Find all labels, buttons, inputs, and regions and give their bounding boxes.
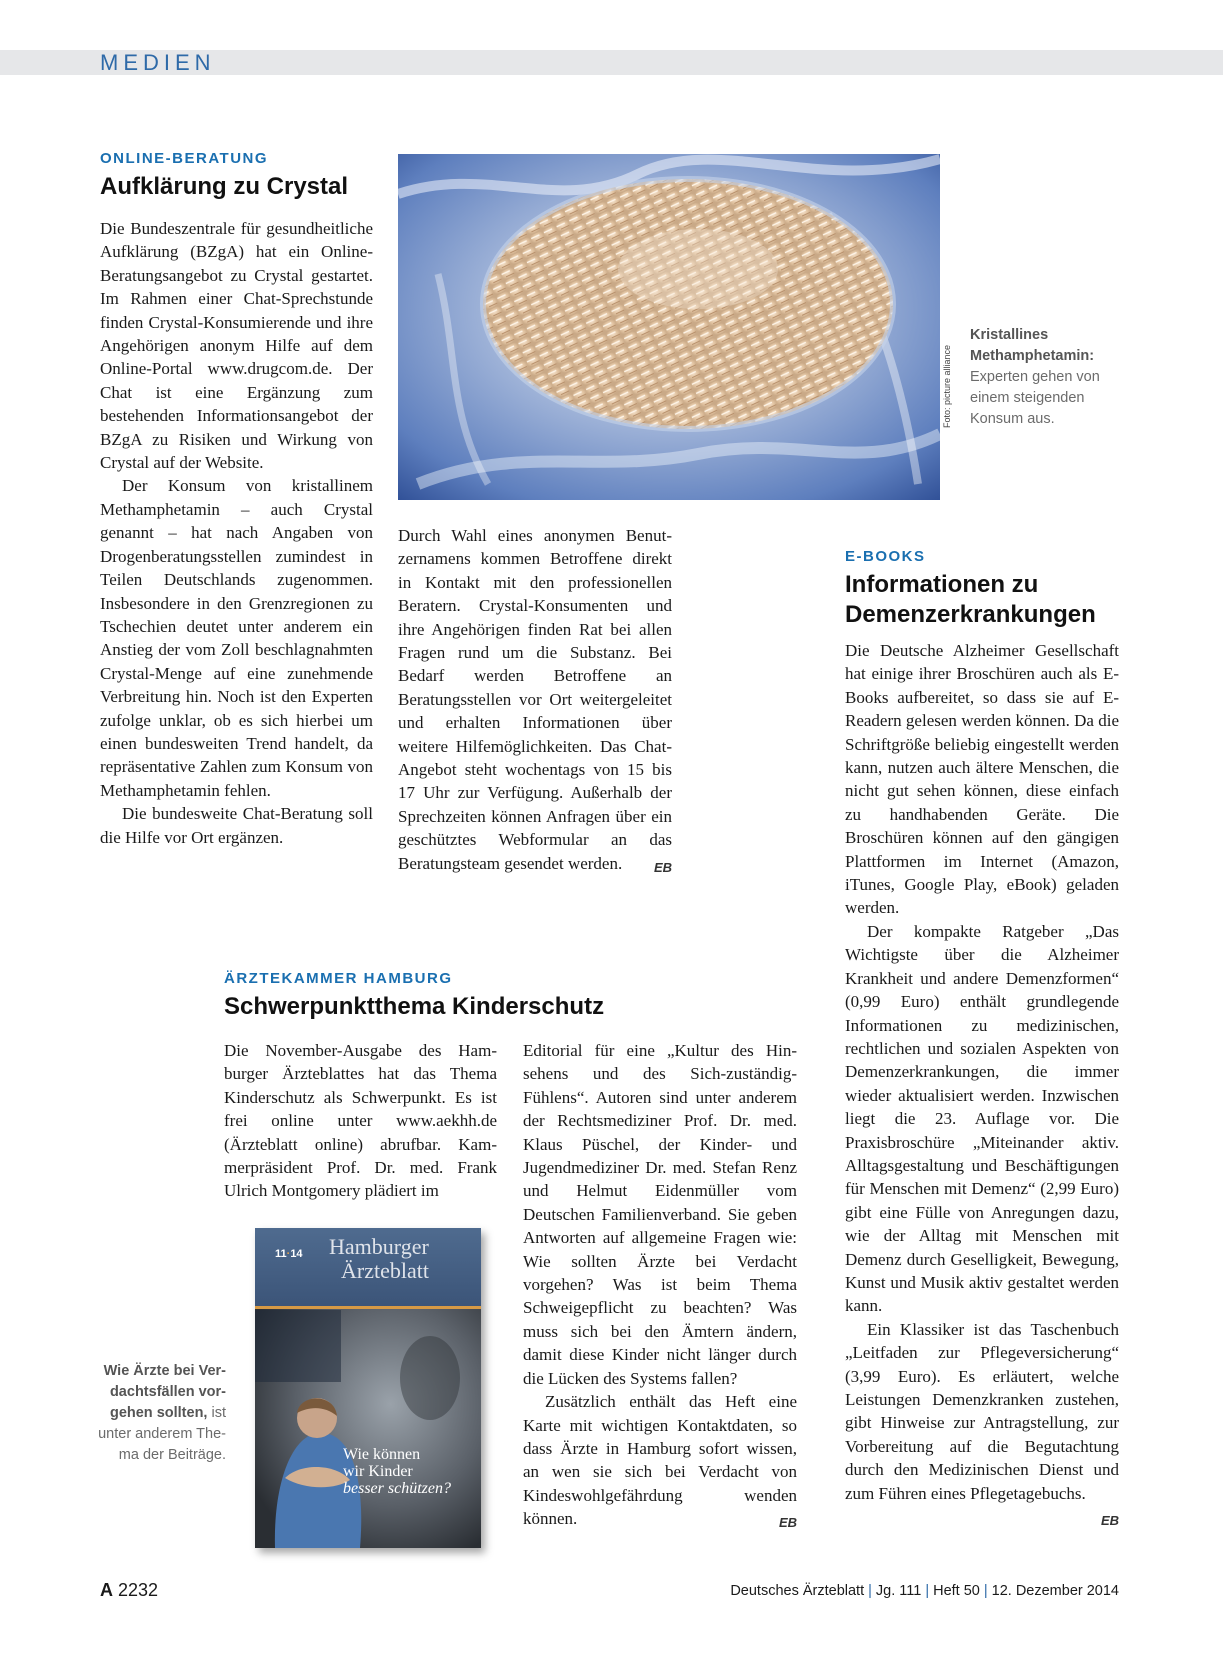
ebooks-paragraph-3: Ein Klassiker ist das Taschenbuch „Leitfaden zur Pflegeversicherung“ (3,99 Euro). Es erläutert, welche Leistungen Demenzkranken zustehen, gibt Hinweise zur Antragstellung, zur Vorbereitung auf die Begutachtung durch den Medizinischen Dienst und zum Führen eines Pflegetagebuchs. EB xyxy=(845,1318,1119,1505)
section-label: MEDIEN xyxy=(100,50,216,75)
magazine-caption-text: ist unter anderem Thema der Beiträge. xyxy=(98,1405,226,1463)
ebooks-kicker: E-BOOKS xyxy=(845,548,926,565)
crystal-headline: Aufklärung zu Crystal xyxy=(100,173,349,200)
caption-text: Experten gehen von einem steigenden Konsum aus. xyxy=(970,369,1100,427)
crystal-paragraph-2: Der Konsum von kristallinem Methamphetamin – auch Crystal genannt – hat nach Angaben von Drogenberatungsstellen zumindest in Teilen Deutschlands zugenommen. Insbesondere in den Grenzregionen zu Tschechien deutet unter anderem ein Anstieg der vom Zoll beschlagnahmten Crystal-Menge auf eine zunehmende Verbreitung hin. Noch ist den Experten zufolge unklar, ob es sich hierbei um einen bundesweiten Trend handelt, da repräsentative Zahlen zum Konsum von Methamphetamin fehlen. xyxy=(100,476,373,800)
publication-issue: Heft 50 xyxy=(933,1583,980,1599)
kinderschutz-column-2 xyxy=(523,1039,797,1535)
magazine-cover-headline: Wie können wir Kinder besser schützen? xyxy=(343,1446,451,1497)
ebooks-paragraph-1: Die Deutsche Alzheimer Gesellschaft hat einige ihrer Broschüren auch als E-Books aufbereitet, so dass sie auf E-Readern gelesen werden können. Da die Schriftgröße beliebig eingestellt werden kann, nutzen auch ältere Menschen, die nicht gut sehen können, diese einfach zu handhabenden Geräte. Die Broschüren können auf den gängigen Plattformen im Internet (Amazon, iTunes, Google Play, eBook) geladen werden. xyxy=(845,641,1119,918)
publication-name: Deutsches Ärzteblatt xyxy=(730,1583,865,1599)
publication-date: 12. Dezember 2014 xyxy=(991,1583,1119,1599)
magazine-caption xyxy=(90,1361,226,1466)
kinderschutz-signature: EB xyxy=(778,1515,797,1531)
crystal-column-2 xyxy=(398,524,672,879)
crystal-photo xyxy=(398,154,940,500)
page-number: A 2232 xyxy=(100,1580,159,1600)
publication-footer xyxy=(730,1583,1119,1599)
caption-bold: Kristallines Methamphetamin: xyxy=(970,327,1095,364)
magazine-cover xyxy=(255,1228,481,1548)
photo-credit: Foto: picture alliance xyxy=(942,344,952,428)
crystal-signature: EB xyxy=(653,859,672,875)
footer-separator: | xyxy=(983,1583,988,1599)
crystal-kicker: ONLINE-BERATUNG xyxy=(100,150,269,167)
magazine-title-line-2: Ärzteblatt xyxy=(341,1258,429,1283)
kinderschutz-column-1 xyxy=(224,1039,497,1203)
kinderschutz-headline: Schwerpunktthema Kinderschutz xyxy=(224,993,605,1020)
publication-volume: Jg. 111 xyxy=(875,1583,922,1599)
crystal-paragraph-1: Die Bundeszentrale für gesundheitliche Aufklärung (BZgA) hat ein Online-Beratungsangebot zu Crystal gestartet. Im Rahmen einer Chat-Sprechstunde finden Crystal-Konsumierende und ihre Angehörigen anonym Hilfe auf dem Online-Portal www.drugcom.de. Der Chat ist eine Ergänzung zum bestehenden Informationsangebot der BZgA zu Risiken und Wirkung von Crystal auf der Website. xyxy=(100,219,373,473)
ebooks-column xyxy=(845,639,1119,1532)
magazine-issue: 11·14 xyxy=(275,1248,303,1260)
footer-separator: | xyxy=(925,1583,930,1599)
magazine-caption-bold: Wie Ärzte bei Verdachtsfällen vorgehen sollten, xyxy=(103,1363,226,1421)
ebooks-signature: EB xyxy=(1100,1513,1119,1529)
kinderschutz-paragraph-3: Zusätzlich enthält das Heft eine Karte mit wichtigen Kontaktdaten, so dass Ärzte in Hamburg sofort wissen, an wen sie sich bei Verdacht von Kindeswohlgefährdung wenden können. EB xyxy=(523,1390,797,1530)
ebooks-headline: Informationen zu Demenzerkrankungen xyxy=(845,571,1096,628)
crystal-paragraph-3: Die bundesweite Chat-Beratung soll die Hilfe vor Ort ergänzen. xyxy=(100,804,373,847)
kinderschutz-paragraph-2: Editorial für eine „Kultur des Hinsehens und des Sich-zuständig-Fühlens“. Autoren sind unter anderem der Rechtsmediziner Prof. Dr. med. Klaus Püschel, der Kinder- und Jugendmediziner Dr. med. Stefan Renz und Helmut Eidenmüller vom Deutschen Familienverband. Sie geben Antworten auf allgemeine Fragen wie: Wie sollten Ärzte bei Verdacht vorgehen? Was ist beim Thema Schweigepflicht zu beachten? Was muss sich bei den Ämtern ändern, damit diese Kinder nicht länger durch die Lücken des Systems fallen? xyxy=(523,1041,797,1388)
kinderschutz-paragraph-1: Die November-Ausgabe des Hamburger Ärzteblattes hat das Thema Kinderschutz als Schwerpunkt. Es ist frei online unter www.aekhh.de (Ärzteblatt online) abrufbar. Kammerpräsident Prof. Dr. med. Frank Ulrich Montgomery plädiert im xyxy=(224,1041,497,1201)
footer-separator: | xyxy=(868,1583,872,1599)
ebooks-paragraph-2: Der kompakte Ratgeber „Das Wichtigste über die Alzheimer Krankheit und andere Demenzformen“ (0,99 Euro) enthält grundlegende Informationen zu medizinischen, rechtlichen und sozialen Aspekten von Demenzerkrankungen, die immer wieder aktualisiert werden. Inzwischen liegt die 23. Auflage vor. Die Praxisbroschüre „Miteinander aktiv. Alltagsgestaltung und Beschäftigungen für Menschen mit Demenz“ (2,99 Euro) gibt eine Fülle von Anregungen dazu, wie der Alltag mit Menschen mit Demenz durch Geselligkeit, Bewegung, Kunst und Musik aktiv gestaltet werden kann. xyxy=(845,921,1119,1316)
crystal-column-1 xyxy=(100,217,373,849)
crystal-paragraph-4: Durch Wahl eines anonymen Benutzernamens kommen Betroffene direkt in Kontakt mit den professionellen Beratern. Crystal-Konsumenten und ihre Angehörigen finden Rat bei allen Fragen rund um die Substanz. Bei Bedarf werden Betroffene an Beratungsstellen vor Ort weitergeleitet und erhalten Informationen über weitere Hilfemöglichkeiten. Das Chat-Angebot steht wochentags von 15 bis 17 Uhr zur Verfügung. Außerhalb der Sprechzeiten können Anfragen über ein geschütztes Webformular an das Beratungsteam gesendet werden. EB xyxy=(398,524,672,875)
kinderschutz-kicker: ÄRZTEKAMMER HAMBURG xyxy=(224,970,453,987)
crystal-photo-caption xyxy=(970,325,1110,430)
magazine-title-line-1: Hamburger xyxy=(329,1234,429,1259)
